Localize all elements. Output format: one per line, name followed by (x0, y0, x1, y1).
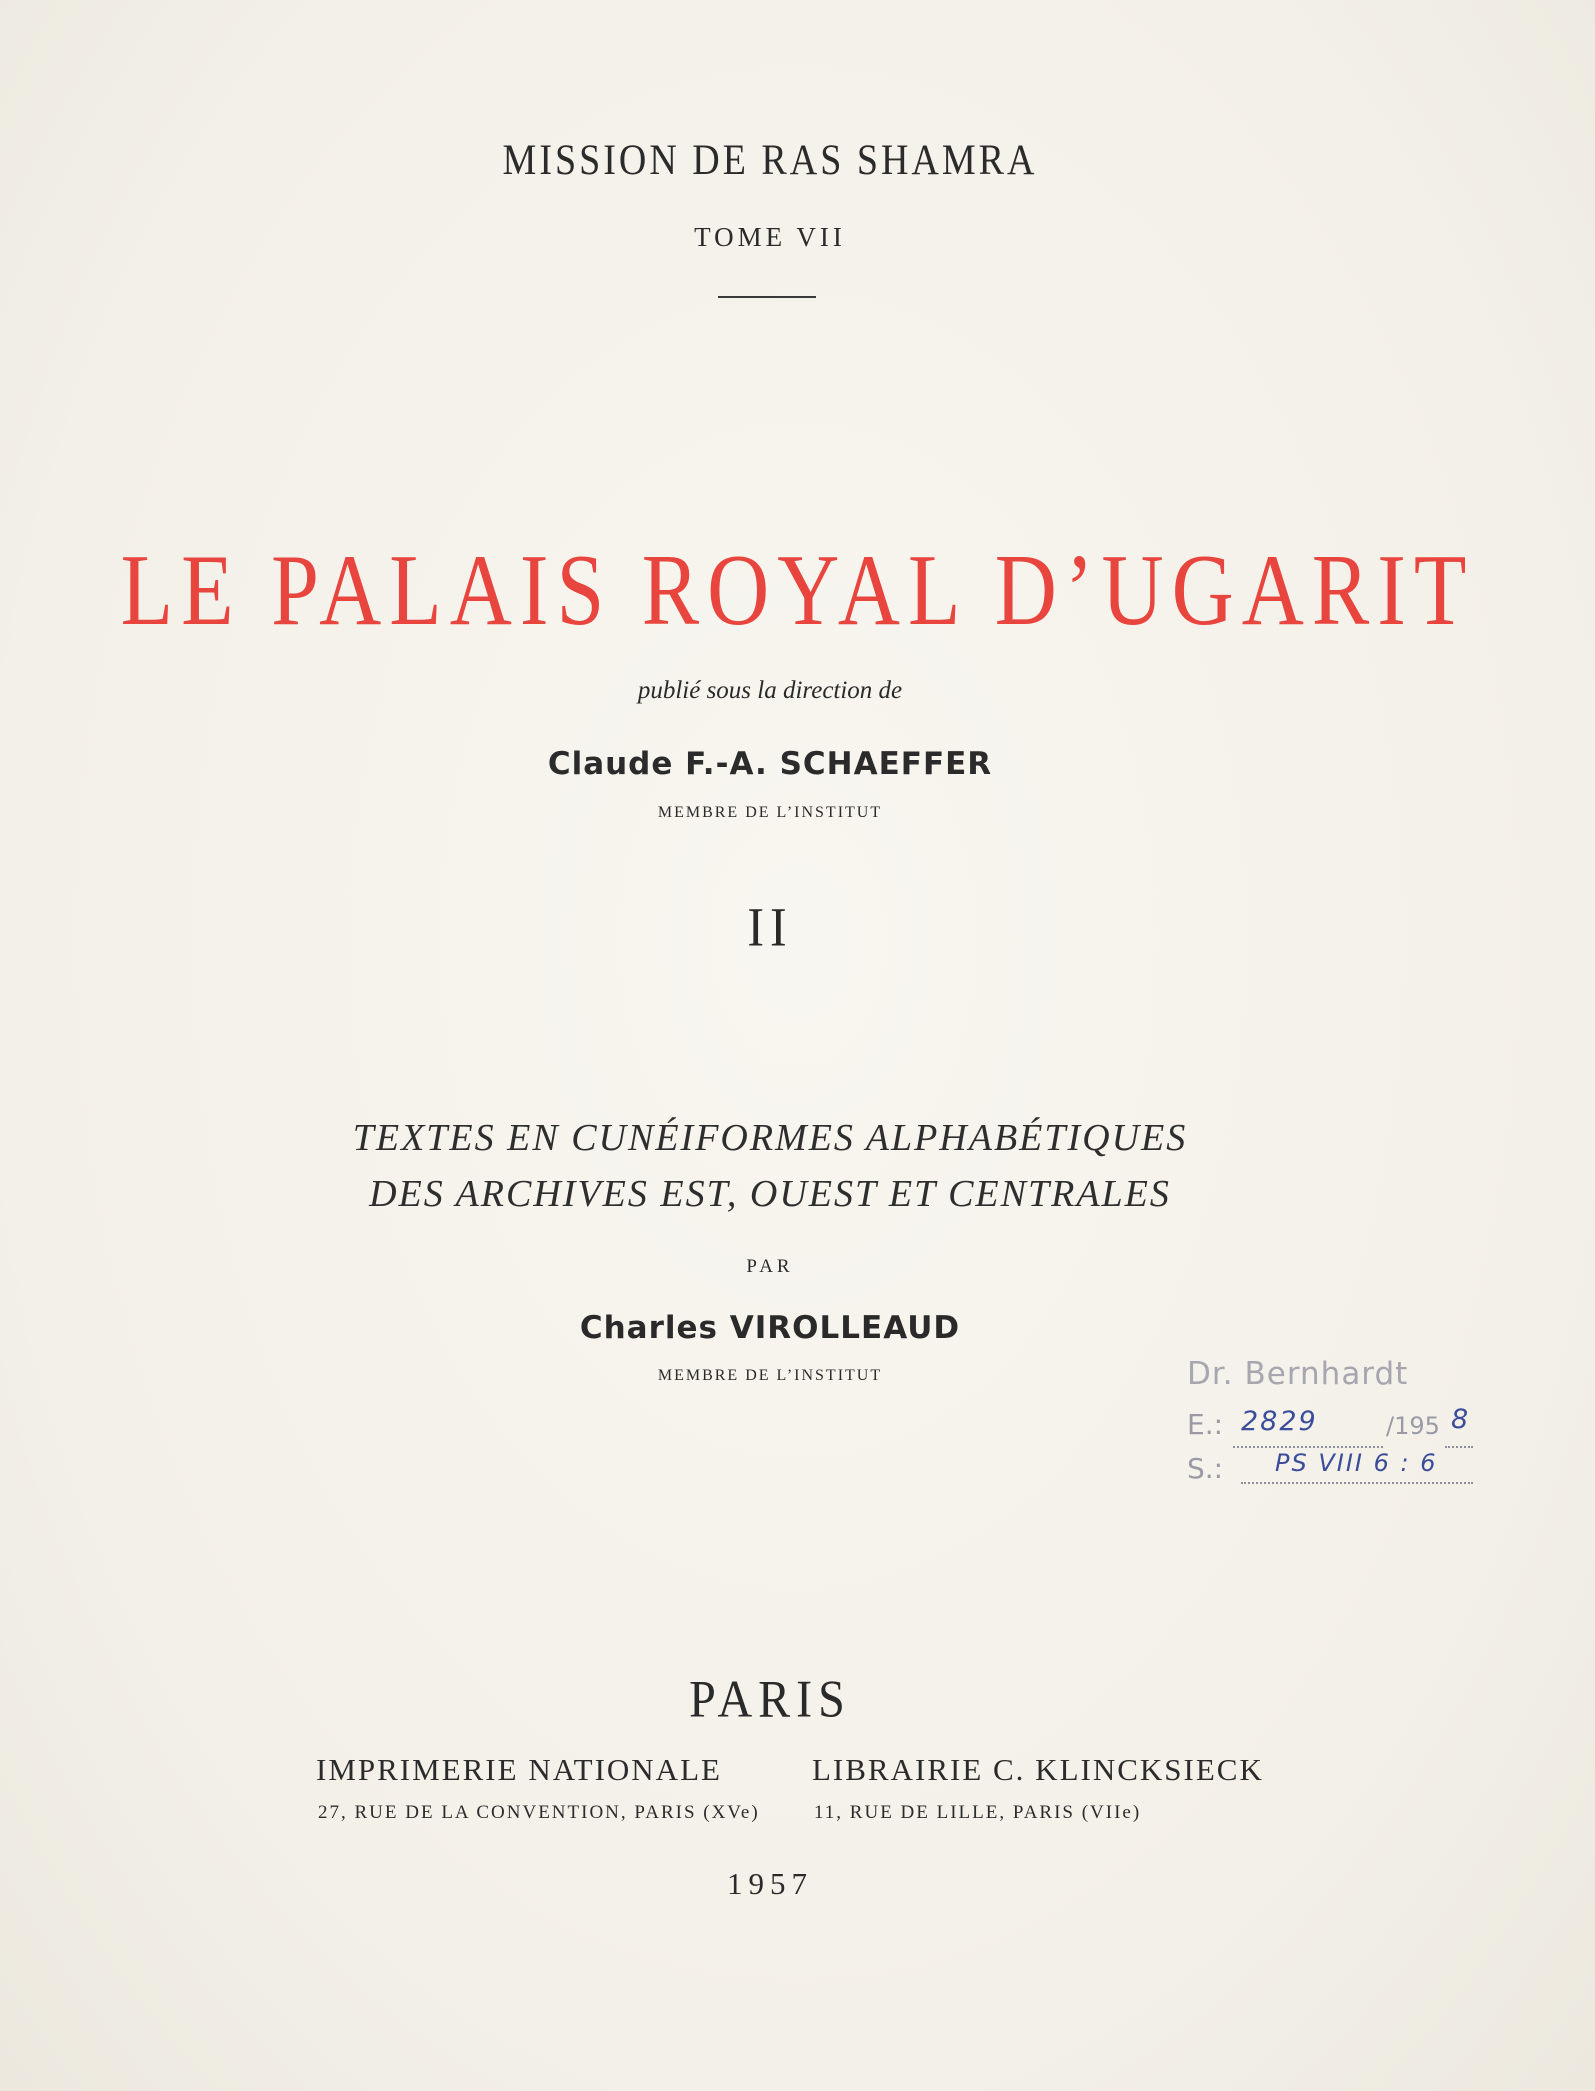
publisher-right-address: 11, RUE DE LILLE, PARIS (VIIe) (814, 1802, 1142, 1823)
author-affiliation: MEMBRE DE L’INSTITUT (657, 1367, 883, 1384)
published-under: publié sous la direction de (637, 677, 903, 704)
library-stamp (1183, 1356, 1473, 1491)
main-title: LE PALAIS ROYAL D’UGARIT (120, 533, 1475, 647)
director-affiliation: MEMBRE DE L’INSTITUT (657, 804, 883, 821)
volume-number: II (747, 896, 793, 958)
author-name: Charles VIROLLEAUD (579, 1310, 961, 1346)
imprint-city: PARIS (689, 1670, 851, 1729)
subtitle-line-1: TEXTES EN CUNÉIFORMES ALPHABÉTIQUES (352, 1117, 1188, 1159)
publisher-left-address: 27, RUE DE LA CONVENTION, PARIS (XVe) (318, 1802, 760, 1823)
stamp-e-line (1233, 1446, 1383, 1448)
stamp-e-year-prefix: /195 (1386, 1412, 1440, 1440)
publisher-left: IMPRIMERIE NATIONALE (316, 1752, 722, 1787)
stamp-owner: Dr. Bernhardt (1187, 1356, 1409, 1392)
subtitle-line-2: DES ARCHIVES EST, OUEST ET CENTRALES (369, 1173, 1171, 1215)
stamp-e-year-suffix: 8 (1451, 1404, 1469, 1435)
stamp-year-line (1445, 1446, 1473, 1448)
stamp-s-label: S.: (1187, 1452, 1224, 1485)
stamp-s-line (1241, 1482, 1473, 1484)
by-label: PAR (746, 1256, 794, 1277)
publisher-right: LIBRAIRIE C. KLINCKSIECK (812, 1752, 1264, 1787)
stamp-e-number: 2829 (1241, 1406, 1318, 1437)
publication-year: 1957 (727, 1866, 813, 1901)
stamp-e-label: E.: (1187, 1408, 1224, 1441)
stamp-s-value: PS VIII 6 : 6 (1275, 1449, 1438, 1477)
tome-number: TOME VII (694, 222, 846, 252)
series-title: MISSION DE RAS SHAMRA (502, 135, 1038, 185)
director-name: Claude F.-A. SCHAEFFER (547, 746, 993, 782)
header-divider (718, 296, 816, 298)
